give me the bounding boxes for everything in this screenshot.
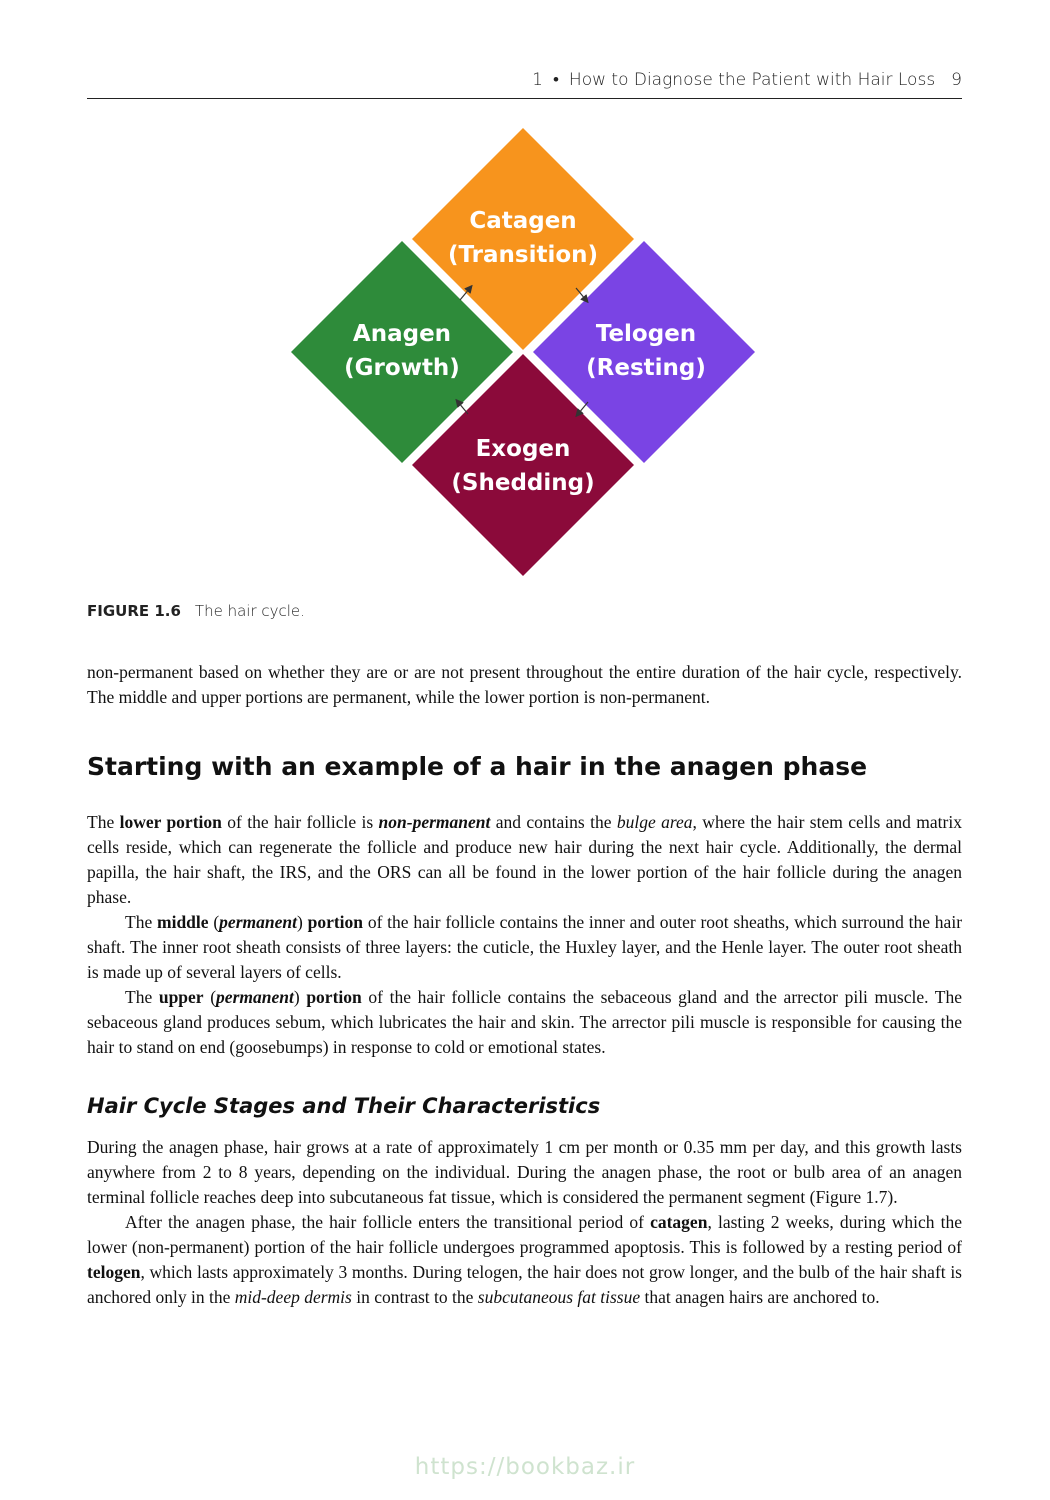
paragraph-middle-portion: The middle (permanent) portion of the hair follicle contains the inner and outer root sheaths, which surround the hair shaft. The inner root sheath consists of three layers: the cuticle, the Huxley layer, and the Henle layer. The outer root sheath is made up of several layers of cells. [87,912,963,982]
bullet-separator: • [552,70,559,90]
exogen-label: Exogen [475,436,571,462]
subsection-heading-stages: Hair Cycle Stages and Their Characteristics [87,1094,601,1118]
term-permanent-upper: permanent [216,987,294,1007]
term-lower-portion: lower portion [119,812,222,832]
section1-body [87,810,962,1060]
hair-cycle-figure [290,128,758,576]
chapter-title: How to Diagnose the Patient with Hair Loss [568,70,936,90]
anagen-sublabel: (Growth) [344,355,460,381]
paragraph-upper-portion: The upper (permanent) portion of the hair follicle contains the sebaceous gland and the arrector pili muscle. The sebaceous gland produces sebum, which lubricates the hair and skin. The arrector pili muscle is responsible for causing the hair to stand on end (goosebumps) in response to cold or emotional states. [87,987,963,1057]
section-heading-anagen-example: Starting with an example of a hair in the anagen phase [87,752,868,781]
term-bulge-area: bulge area [616,812,693,832]
watermark-url: https://bookbaz.ir [414,1454,636,1480]
paragraph-catagen-telogen: After the anagen phase, the hair follicle enters the transitional period of catagen, lasting 2 weeks, during which the lower (non-permanent) portion of the hair follicle undergoes programmed apoptosis. This is followed by a resting period of telogen, which lasts approximately 3 months. During telogen, the hair does not grow longer, and the bulb of the hair shaft is anchored only in the mid-deep dermis in contrast to the subcutaneous fat tissue that anagen hairs are anchored to. [87,1212,963,1307]
term-telogen: telogen [87,1262,141,1282]
term-upper: upper [158,987,204,1007]
term-mid-deep-dermis: mid-deep dermis [234,1287,352,1307]
exogen-sublabel: (Shedding) [451,470,595,496]
term-catagen: catagen [650,1212,708,1232]
telogen-sublabel: (Resting) [586,355,706,381]
telogen-label: Telogen [595,321,697,347]
figure-caption-text: The hair cycle. [194,602,305,620]
page-number: 9 [951,70,962,90]
figure-caption [87,602,305,620]
term-portion-middle: portion [307,912,364,932]
anagen-label: Anagen [352,321,452,347]
paragraph-anagen-growth: During the anagen phase, hair grows at a rate of approximately 1 cm per month or 0.35 mm per day, and this growth lasts anywhere from 2 to 8 years, depending on the individual. During the anagen phase, the root or bulb area of an anagen terminal follicle reaches deep into subcutaneous fat tissue, which is considered the permanent segment (Figure 1.7). [87,1137,962,1207]
running-header [87,70,962,99]
term-subcutaneous-fat: subcutaneous fat tissue [477,1287,641,1307]
term-permanent-middle: permanent [219,912,297,932]
section2-body [87,1135,962,1310]
arrow-exogen-to-anagen [458,402,468,414]
term-middle: middle [157,912,209,932]
catagen-sublabel: (Transition) [447,242,599,268]
term-non-permanent: non-permanent [378,812,491,832]
intro-block [87,660,962,710]
intro-paragraph: non-permanent based on whether they are or are not present throughout the entire duration of the hair cycle, respectively. The middle and upper portions are permanent, while the lower portion is non-permanent. [87,662,962,707]
chapter-number: 1 [532,70,543,90]
term-portion-upper: portion [306,987,362,1007]
paragraph-lower-portion: The lower portion of the hair follicle is non-permanent and contains the bulge area, where the hair stem cells and matrix cells reside, which can regenerate the follicle and produce new hair during the next hair cycle. Additionally, the dermal papilla, the hair shaft, the IRS, and the ORS can all be found in the lower portion of the hair follicle during the anagen phase. [87,812,962,907]
hair-cycle-diagram [290,128,758,576]
arrow-telogen-to-exogen [578,402,588,414]
figure-number: FIGURE 1.6 [87,602,181,620]
catagen-label: Catagen [469,208,577,234]
